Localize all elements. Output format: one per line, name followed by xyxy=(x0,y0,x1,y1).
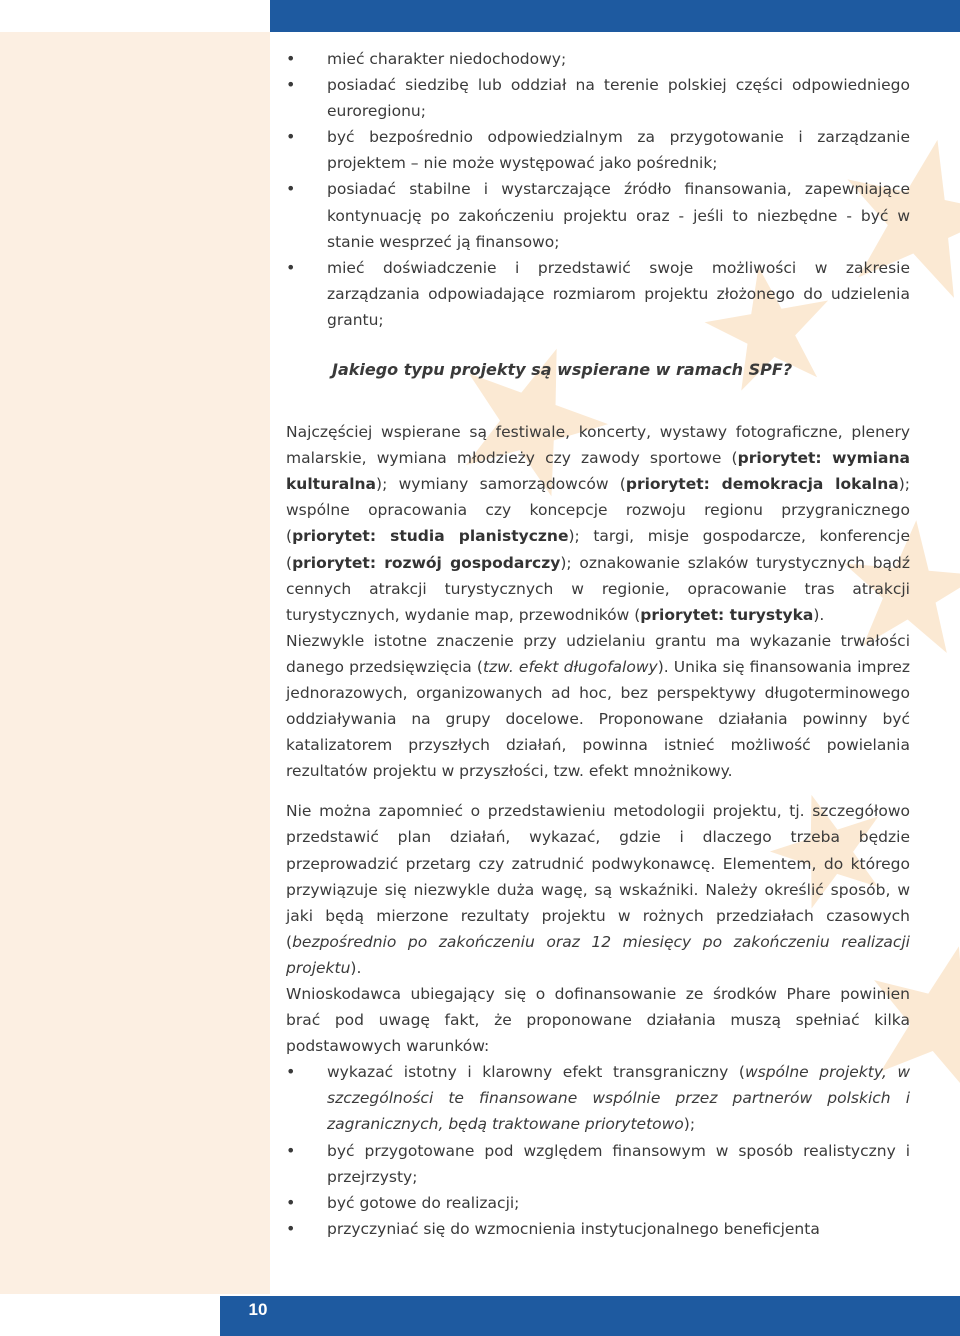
list-item: • przyczyniać się do wzmocnienia instytucjonalnego beneficjenta xyxy=(286,1216,910,1242)
page-content xyxy=(286,46,910,1242)
paragraph-methodology: Nie można zapomnieć o przedstawieniu metodologii projektu, tj. szczegółowo przedstawić plan działań, wykazać, gdzie i dlaczego trzeba będzie przeprowadzić przetarg czy zatrudnić podwykonawcę. Elementem, do którego przywiązuje się niezwykle duża wagę, są wskaźniki. Należy określić sposób, w jaki będą mierzone rezultaty projektu w rożnych przedziałach czasowych (bezpośrednio po zakończeniu oraz 12 miesięcy po zakończeniu realizacji projektu). xyxy=(286,802,910,977)
paragraph-applicant: Wnioskodawca ubiegający się o dofinansowanie ze środków Phare powinien brać pod uwagę fakt, że proponowane działania muszą spełniać kilka podstawowych warunków: xyxy=(286,985,910,1056)
list-item: • posiadać siedzibę lub oddział na terenie polskiej części odpowiedniego euroregionu; xyxy=(286,72,910,124)
paragraph-project-types: Najczęściej wspierane są festiwale, koncerty, wystawy fotograficzne, plenery malarskie, wymiana młodzieży czy zawody sportowe (priorytet: wymiana kulturalna); wymiany samorządowców (priorytet: demokracja lokalna); wspólne opracowania czy koncepcje rozwoju regionu przygranicznego (priorytet: studia planistyczne); targi, misje gospodarcze, konferencje (priorytet: rozwój gospodarczy); oznakowanie szlaków turystycznych bądź cennych atrakcji turystycznych w regionie, opracowanie tras atrakcji turystycznych, wydanie map, przewodników (priorytet: turystyka). xyxy=(286,423,911,624)
bottom-bar-right xyxy=(270,1296,960,1336)
list-item: • być przygotowane pod względem finansowym w sposób realistyczny i przejrzysty; xyxy=(286,1138,910,1190)
top-bar-right xyxy=(270,0,960,32)
top-bar-left xyxy=(0,0,270,32)
list-item: • posiadać stabilne i wystarczające źródło finansowania, zapewniające kontynuację po zakończeniu projektu oraz - jeśli to niezbędne - być w stanie wesprzeć ją finansowo; xyxy=(286,176,910,254)
left-margin-panel xyxy=(0,32,270,1294)
list-item: • wykazać istotny i klarowny efekt transgraniczny (wspólne projekty, w szczególności te finansowane wspólnie przez partnerów polskich i zagranicznych, będą traktowane priorytetowo); xyxy=(286,1059,910,1137)
section-heading: Jakiego typu projekty są wspierane w ramach SPF? xyxy=(332,360,793,380)
requirements-list xyxy=(286,46,910,333)
list-item: • być gotowe do realizacji; xyxy=(286,1190,910,1216)
list-item: • mieć charakter niedochodowy; xyxy=(286,46,910,72)
list-item: • mieć doświadczenie i przedstawić swoje możliwości w zakresie zarządzania odpowiadające rozmiarom projektu złożonego do udzielenia grantu; xyxy=(286,255,910,333)
list-item: • być bezpośrednio odpowiedzialnym za przygotowanie i zarządzanie projektem – nie może występować jako pośrednik; xyxy=(286,124,910,176)
paragraph-sustainability: Niezwykle istotne znaczenie przy udzielaniu grantu ma wykazanie trwałości danego przedsięwzięcia (tzw. efekt długofalowy). Unika się finansowania imprez jednorazowych, organizowanych ad hoc, bez perspektywy długoterminowego oddziaływania na grupy docelowe. Proponowane działania powinny być katalizatorem przyszłych działań, powinna istnieć możliwość powielania rezultatów projektu w przyszłości, tzw. efekt mnożnikowy. xyxy=(286,631,911,781)
page-number: 10 xyxy=(220,1296,296,1336)
conditions-list xyxy=(286,1059,910,1242)
